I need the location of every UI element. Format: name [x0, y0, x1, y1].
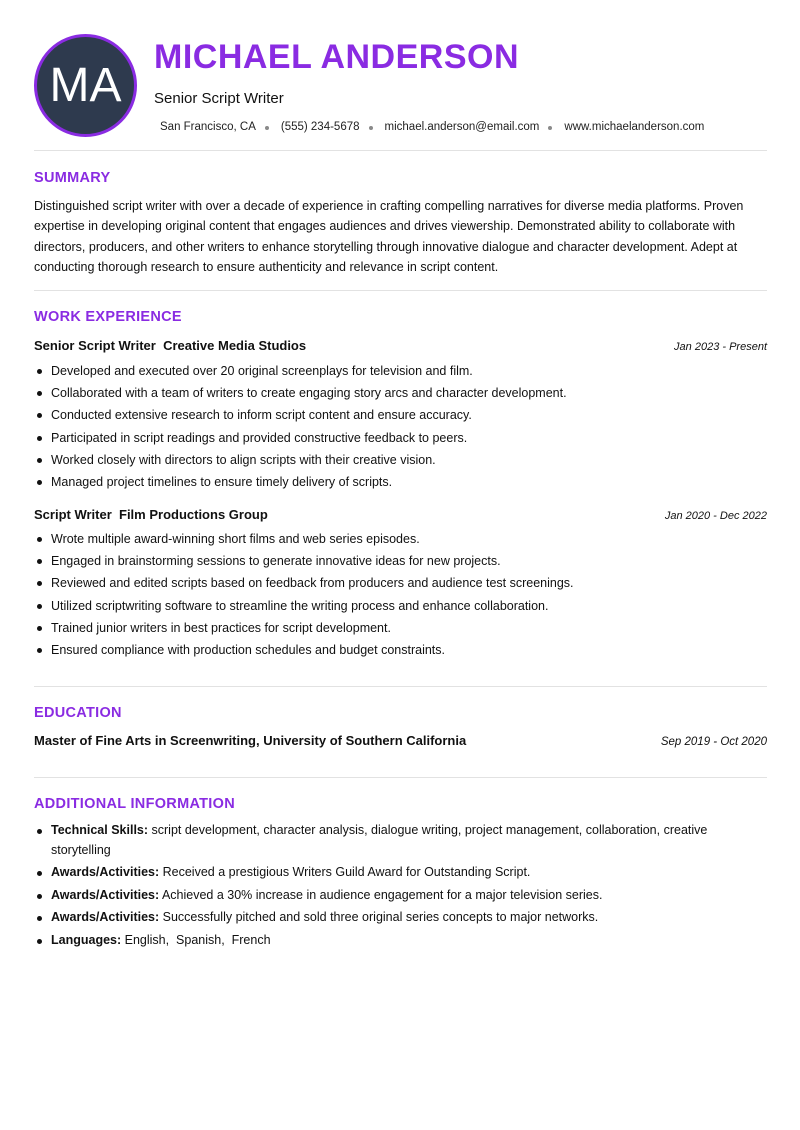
- education-entry: [34, 733, 767, 748]
- contact-location: San Francisco, CA: [160, 121, 256, 133]
- item-label: Awards/Activities:: [51, 910, 160, 924]
- summary-heading: SUMMARY: [34, 170, 111, 186]
- avatar: [34, 34, 137, 137]
- item-text: Successfully pitched and sold three original series concepts to major networks.: [159, 910, 599, 924]
- job-dates: Jan 2023 - Present: [674, 341, 767, 353]
- section-divider: [34, 150, 767, 151]
- candidate-title: Senior Script Writer: [154, 90, 284, 107]
- contact-website[interactable]: www.michaelanderson.com: [564, 121, 705, 133]
- item-text: English, Spanish, French: [121, 932, 271, 947]
- job-role: Senior Script Writer Creative Media Studios: [34, 338, 307, 353]
- list-item: Developed and executed over 20 original screenplays for television and film.: [34, 360, 767, 382]
- job-dates: Jan 2020 - Dec 2022: [664, 510, 767, 522]
- education-degree: Master of Fine Arts in Screenwriting, University of Southern California: [34, 733, 467, 748]
- contact-line: [160, 121, 704, 133]
- section-divider: [34, 777, 767, 778]
- job-bullet-list: [34, 528, 767, 661]
- section-divider: [34, 290, 767, 291]
- list-item: Collaborated with a team of writers to create engaging story arcs and character development.: [34, 382, 767, 404]
- contact-phone: (555) 234-5678: [280, 121, 360, 133]
- item-label: Awards/Activities:: [51, 887, 160, 902]
- list-item: Worked closely with directors to align scripts with their creative vision.: [34, 449, 767, 471]
- job-role: Script Writer Film Productions Group: [34, 507, 268, 522]
- list-item: Conducted extensive research to inform script content and ensure accuracy.: [34, 404, 767, 426]
- job-bullet-list: [34, 360, 767, 493]
- list-item: Reviewed and edited scripts based on feedback from producers and audience test screenings.: [34, 572, 767, 594]
- resume-header: [34, 34, 767, 138]
- list-item: [34, 886, 769, 906]
- item-label: Technical Skills:: [51, 823, 149, 837]
- avatar-initials: MA: [49, 59, 122, 112]
- list-item: [34, 863, 769, 883]
- list-item: Participated in script readings and provided constructive feedback to peers.: [34, 427, 767, 449]
- education-heading: EDUCATION: [34, 705, 122, 721]
- section-divider: [34, 686, 767, 687]
- separator-dot: [369, 126, 373, 130]
- job-header: [34, 507, 767, 522]
- list-item: Managed project timelines to ensure timely delivery of scripts.: [34, 471, 767, 493]
- list-item: [34, 931, 769, 951]
- separator-dot: [265, 126, 269, 130]
- item-text: Received a prestigious Writers Guild Award for Outstanding Script.: [159, 865, 531, 879]
- list-item: [34, 821, 769, 860]
- contact-email[interactable]: michael.anderson@email.com: [384, 121, 540, 133]
- separator-dot: [548, 126, 552, 130]
- candidate-name: MICHAEL ANDERSON: [154, 38, 520, 76]
- list-item: Trained junior writers in best practices for script development.: [34, 617, 767, 639]
- additional-heading: ADDITIONAL INFORMATION: [34, 796, 235, 812]
- list-item: Engaged in brainstorming sessions to generate innovative ideas for new projects.: [34, 550, 767, 572]
- list-item: [34, 908, 769, 928]
- item-text: Achieved a 30% increase in audience engagement for a major television series.: [159, 887, 603, 902]
- education-dates: Sep 2019 - Oct 2020: [660, 736, 767, 748]
- list-item: Ensured compliance with production schedules and budget constraints.: [34, 639, 767, 661]
- additional-info-list: [34, 821, 769, 953]
- job-header: [34, 338, 767, 353]
- summary-text: Distinguished script writer with over a decade of experience in crafting compelling narratives for diverse media platforms. Proven expertise in developing original content that engages audiences and drives viewership. Demonstrated ability to collaborate with directors, producers, and other writers to enhance storytelling through innovative dialogue and character development. Adept at conducting thorough research to ensure authenticity and relevance in script content.: [34, 199, 744, 274]
- list-item: Utilized scriptwriting software to streamline the writing process and enhance collaboration.: [34, 595, 767, 617]
- list-item: Wrote multiple award-winning short films and web series episodes.: [34, 528, 767, 550]
- item-label: Languages:: [51, 932, 122, 947]
- experience-heading: WORK EXPERIENCE: [34, 309, 182, 325]
- item-label: Awards/Activities:: [51, 865, 160, 879]
- item-text: script development, character analysis, dialogue writing, project management, collaboration, creative storytelling: [51, 823, 708, 857]
